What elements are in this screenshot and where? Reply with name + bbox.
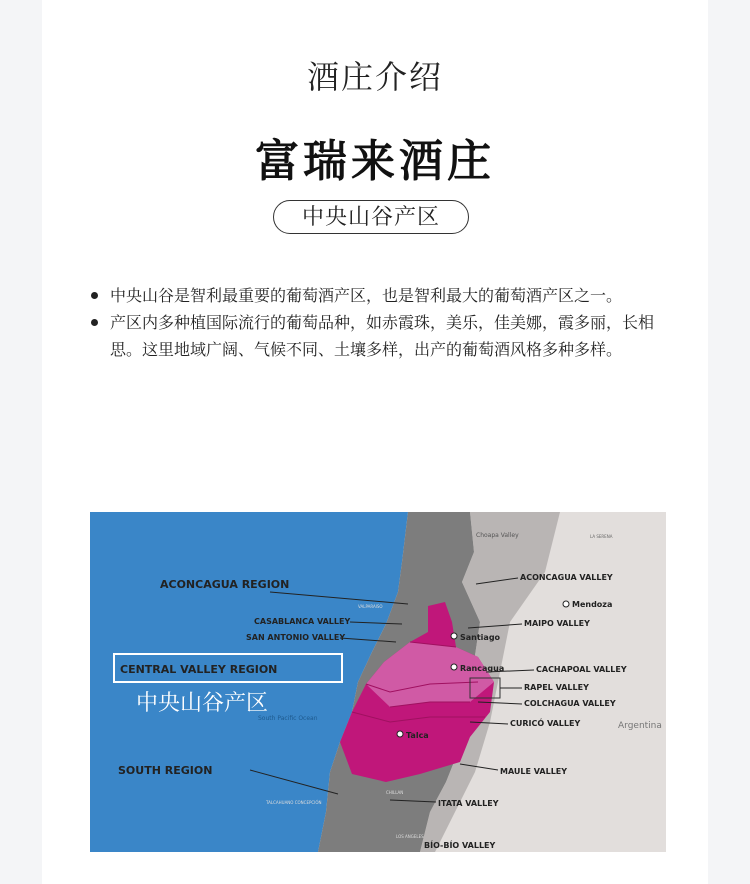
ocean-label: South Pacific Ocean bbox=[258, 715, 318, 722]
central-valley-cn-label: 中央山谷产区 bbox=[136, 691, 269, 716]
section-heading: 酒庄介绍 bbox=[306, 58, 443, 96]
san-antonio-valley-label: SAN ANTONIO VALLEY bbox=[246, 633, 346, 642]
itata-valley-label: ITATA VALLEY bbox=[438, 799, 499, 808]
aconcagua-region-label: ACONCAGUA REGION bbox=[160, 578, 290, 591]
rancagua-label: Rancagua bbox=[460, 664, 505, 673]
intro-bullet-2: 产区内多种植国际流行的葡萄品种，如赤霞珠，美乐，佳美娜，霞多丽，长相思。这里地域广阔、气候不同、土壤多样，出产的葡萄酒风格多种多样。 bbox=[88, 309, 668, 363]
colchagua-valley-label: COLCHAGUA VALLEY bbox=[524, 699, 616, 708]
page-card bbox=[42, 0, 708, 884]
biobio-valley-label: BÍO-BÍO VALLEY bbox=[424, 841, 496, 850]
intro-bullets bbox=[88, 282, 668, 363]
rapel-valley-label: RAPEL VALLEY bbox=[524, 683, 589, 692]
chile-wine-region-map bbox=[90, 512, 666, 852]
region-tag: 中央山谷产区 bbox=[273, 200, 469, 234]
la-serena-label: LA SERENA bbox=[590, 534, 613, 539]
south-region-label: SOUTH REGION bbox=[118, 764, 213, 777]
los-angeles-label: LOS ANGELES bbox=[396, 834, 424, 839]
valparaiso-label: VALPARAISO bbox=[358, 604, 383, 609]
chillan-label: CHILLAN bbox=[386, 790, 404, 795]
intro-bullet-1: 中央山谷是智利最重要的葡萄酒产区，也是智利最大的葡萄酒产区之一。 bbox=[88, 282, 668, 309]
maipo-valley-label: MAIPO VALLEY bbox=[524, 619, 590, 628]
maule-valley-label: MAULE VALLEY bbox=[500, 767, 568, 776]
cachapoal-valley-label: CACHAPOAL VALLEY bbox=[536, 665, 627, 674]
santiago-label: Santiago bbox=[460, 633, 501, 642]
talcahuano-label: TALCAHUANO CONCEPCIÓN bbox=[266, 800, 322, 805]
talca-marker bbox=[397, 731, 403, 737]
curico-valley-label: CURICÓ VALLEY bbox=[510, 719, 581, 728]
rancagua-marker bbox=[451, 664, 457, 670]
mendoza-marker bbox=[563, 601, 569, 607]
argentina-label: Argentina bbox=[618, 721, 662, 731]
choapa-valley-label: Choapa Valley bbox=[476, 532, 519, 539]
casablanca-valley-label: CASABLANCA VALLEY bbox=[254, 617, 351, 626]
talca-label: Talca bbox=[406, 731, 429, 740]
aconcagua-valley-label: ACONCAGUA VALLEY bbox=[520, 573, 613, 582]
winery-title: 富瑞来酒庄 bbox=[255, 136, 495, 187]
mendoza-label: Mendoza bbox=[572, 600, 613, 609]
santiago-marker bbox=[451, 633, 457, 639]
central-valley-region-label: CENTRAL VALLEY REGION bbox=[120, 663, 278, 676]
